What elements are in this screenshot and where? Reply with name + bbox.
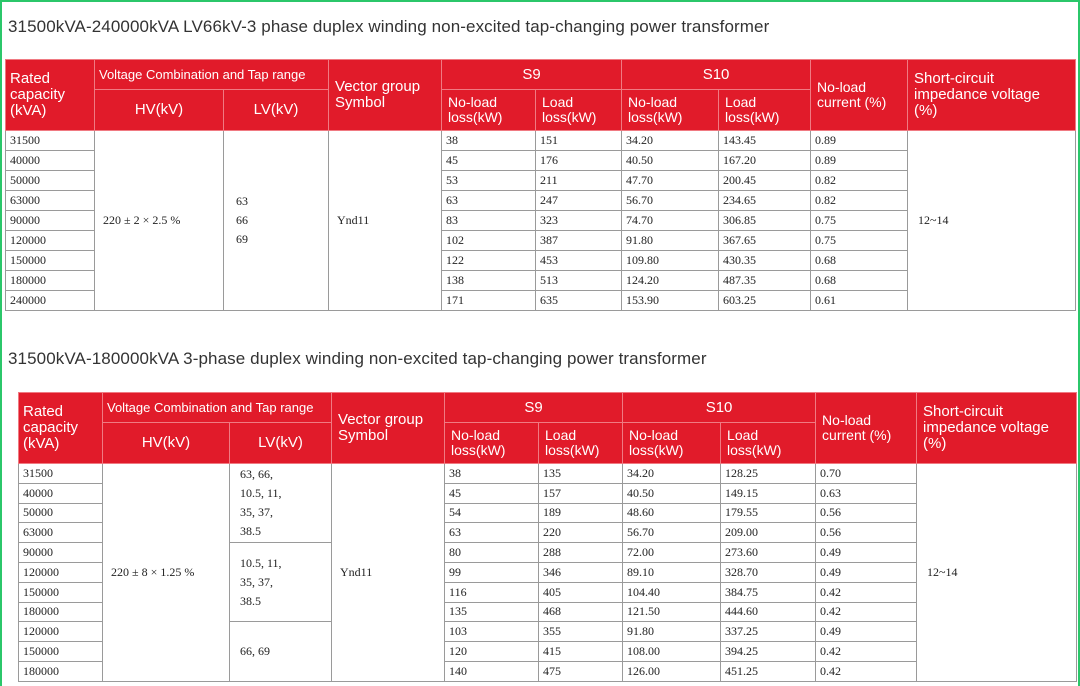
s9-no-load-cell: 45 [445,483,539,503]
s9-no-load-cell: 116 [445,582,539,602]
s9-load-cell: 475 [539,661,623,681]
s10-no-load-cell: 153.90 [622,291,719,311]
header-rated-capacity: Rated capacity (kVA) [6,60,95,131]
s9-load-cell: 151 [536,131,622,151]
table-row [19,464,1077,484]
header-s9-load-loss: Load loss(kW) [539,423,623,464]
s9-load-cell: 513 [536,271,622,291]
s10-load-cell: 209.00 [721,523,816,543]
current-cell: 0.68 [811,251,908,271]
current-cell: 0.89 [811,131,908,151]
s10-no-load-cell: 121.50 [623,602,721,622]
header-no-load-current: No-load current (%) [811,60,908,131]
header-hv: HV(kV) [103,423,230,464]
s9-load-cell: 211 [536,171,622,191]
s10-load-cell: 451.25 [721,661,816,681]
capacity-cell: 120000 [19,622,103,642]
current-cell: 0.56 [816,503,917,523]
s9-load-cell: 247 [536,191,622,211]
current-cell: 0.42 [816,661,917,681]
capacity-cell: 63000 [6,191,95,211]
table-row [6,131,1076,151]
header-s9: S9 [445,393,623,423]
header-s10: S10 [623,393,816,423]
s9-load-cell: 635 [536,291,622,311]
impedance-cell: 12~14 [917,464,1077,682]
s9-load-cell: 176 [536,151,622,171]
capacity-cell: 120000 [19,562,103,582]
capacity-cell: 40000 [6,151,95,171]
capacity-cell: 240000 [6,291,95,311]
current-cell: 0.89 [811,151,908,171]
header-s9: S9 [442,60,622,90]
s9-no-load-cell: 122 [442,251,536,271]
s9-load-cell: 355 [539,622,623,642]
s10-no-load-cell: 108.00 [623,642,721,662]
s9-no-load-cell: 63 [445,523,539,543]
s10-load-cell: 200.45 [719,171,811,191]
s10-load-cell: 306.85 [719,211,811,231]
s10-no-load-cell: 40.50 [623,483,721,503]
s9-load-cell: 453 [536,251,622,271]
header-vector-group: Vector group Symbol [332,393,445,464]
s10-load-cell: 603.25 [719,291,811,311]
s9-load-cell: 415 [539,642,623,662]
s10-no-load-cell: 91.80 [622,231,719,251]
capacity-cell: 180000 [19,602,103,622]
capacity-cell: 50000 [19,503,103,523]
s9-load-cell: 323 [536,211,622,231]
s10-no-load-cell: 89.10 [623,562,721,582]
s9-load-cell: 135 [539,464,623,484]
s9-no-load-cell: 171 [442,291,536,311]
s10-load-cell: 143.45 [719,131,811,151]
current-cell: 0.42 [816,642,917,662]
header-s10-load-loss: Load loss(kW) [719,90,811,131]
s9-load-cell: 220 [539,523,623,543]
s9-no-load-cell: 135 [445,602,539,622]
vector-group-cell: Ynd11 [329,131,442,311]
s10-no-load-cell: 47.70 [622,171,719,191]
capacity-cell: 120000 [6,231,95,251]
capacity-cell: 31500 [6,131,95,151]
table1 [5,59,1076,311]
header-hv: HV(kV) [95,90,224,131]
current-cell: 0.61 [811,291,908,311]
capacity-cell: 150000 [6,251,95,271]
s10-load-cell: 384.75 [721,582,816,602]
lv-cell-group2: 10.5, 11, 35, 37, 38.5 [230,543,332,622]
hv-cell: 220 ± 2 × 2.5 % [95,131,224,311]
header-vector-group: Vector group Symbol [329,60,442,131]
header-voltage-combination: Voltage Combination and Tap range [103,393,332,423]
capacity-cell: 31500 [19,464,103,484]
lv-cell: 63 66 69 [224,131,329,311]
s10-no-load-cell: 126.00 [623,661,721,681]
current-cell: 0.49 [816,543,917,563]
capacity-cell: 150000 [19,582,103,602]
s9-load-cell: 157 [539,483,623,503]
s9-no-load-cell: 38 [442,131,536,151]
header-no-load-current: No-load current (%) [816,393,917,464]
s9-no-load-cell: 120 [445,642,539,662]
table2-title: 31500kVA-180000kVA 3-phase duplex winding non-excited tap-changing power transformer [8,349,707,368]
capacity-cell: 180000 [6,271,95,291]
header-s10-no-load-loss: No-load loss(kW) [623,423,721,464]
current-cell: 0.42 [816,602,917,622]
s10-load-cell: 444.60 [721,602,816,622]
s9-load-cell: 387 [536,231,622,251]
s10-load-cell: 328.70 [721,562,816,582]
s9-no-load-cell: 45 [442,151,536,171]
header-lv: LV(kV) [230,423,332,464]
s10-no-load-cell: 40.50 [622,151,719,171]
vector-group-cell: Ynd11 [332,464,445,682]
s9-no-load-cell: 138 [442,271,536,291]
s9-load-cell: 346 [539,562,623,582]
capacity-cell: 180000 [19,661,103,681]
capacity-cell: 90000 [19,543,103,563]
s10-no-load-cell: 124.20 [622,271,719,291]
s10-load-cell: 167.20 [719,151,811,171]
header-rated-capacity: Rated capacity (kVA) [19,393,103,464]
s9-no-load-cell: 83 [442,211,536,231]
s9-no-load-cell: 103 [445,622,539,642]
impedance-cell: 12~14 [908,131,1076,311]
s10-no-load-cell: 91.80 [623,622,721,642]
s10-load-cell: 430.35 [719,251,811,271]
s9-no-load-cell: 102 [442,231,536,251]
capacity-cell: 90000 [6,211,95,231]
current-cell: 0.63 [816,483,917,503]
s10-load-cell: 394.25 [721,642,816,662]
header-lv: LV(kV) [224,90,329,131]
s10-no-load-cell: 104.40 [623,582,721,602]
current-cell: 0.70 [816,464,917,484]
header-s9-no-load-loss: No-load loss(kW) [445,423,539,464]
capacity-cell: 50000 [6,171,95,191]
s10-no-load-cell: 56.70 [623,523,721,543]
current-cell: 0.82 [811,191,908,211]
s9-no-load-cell: 54 [445,503,539,523]
s9-load-cell: 189 [539,503,623,523]
s10-load-cell: 234.65 [719,191,811,211]
s10-no-load-cell: 34.20 [623,464,721,484]
current-cell: 0.49 [816,562,917,582]
s10-load-cell: 337.25 [721,622,816,642]
s10-no-load-cell: 56.70 [622,191,719,211]
s9-load-cell: 468 [539,602,623,622]
s9-load-cell: 405 [539,582,623,602]
capacity-cell: 63000 [19,523,103,543]
current-cell: 0.68 [811,271,908,291]
s9-no-load-cell: 80 [445,543,539,563]
header-s9-load-loss: Load loss(kW) [536,90,622,131]
s10-no-load-cell: 72.00 [623,543,721,563]
header-s10-load-loss: Load loss(kW) [721,423,816,464]
table2 [18,392,1077,682]
header-s10: S10 [622,60,811,90]
capacity-cell: 40000 [19,483,103,503]
capacity-cell: 150000 [19,642,103,662]
header-voltage-combination: Voltage Combination and Tap range [95,60,329,90]
current-cell: 0.42 [816,582,917,602]
header-short-circuit: Short-circuit impedance voltage (%) [917,393,1077,464]
s10-no-load-cell: 48.60 [623,503,721,523]
current-cell: 0.75 [811,211,908,231]
s9-no-load-cell: 140 [445,661,539,681]
lv-cell-group1: 63, 66, 10.5, 11, 35, 37, 38.5 [230,464,332,543]
s9-load-cell: 288 [539,543,623,563]
header-s10-no-load-loss: No-load loss(kW) [622,90,719,131]
s10-load-cell: 273.60 [721,543,816,563]
header-short-circuit: Short-circuit impedance voltage (%) [908,60,1076,131]
s10-no-load-cell: 74.70 [622,211,719,231]
s10-load-cell: 487.35 [719,271,811,291]
table1-title: 31500kVA-240000kVA LV66kV-3 phase duplex winding non-excited tap-changing power transformer [8,17,770,36]
s10-no-load-cell: 34.20 [622,131,719,151]
s10-load-cell: 179.55 [721,503,816,523]
header-s9-no-load-loss: No-load loss(kW) [442,90,536,131]
current-cell: 0.82 [811,171,908,191]
lv-cell-group3: 66, 69 [230,622,332,681]
s9-no-load-cell: 53 [442,171,536,191]
s10-load-cell: 149.15 [721,483,816,503]
s10-no-load-cell: 109.80 [622,251,719,271]
s9-no-load-cell: 99 [445,562,539,582]
s9-no-load-cell: 38 [445,464,539,484]
current-cell: 0.56 [816,523,917,543]
hv-cell: 220 ± 8 × 1.25 % [103,464,230,682]
s9-no-load-cell: 63 [442,191,536,211]
s10-load-cell: 128.25 [721,464,816,484]
current-cell: 0.75 [811,231,908,251]
s10-load-cell: 367.65 [719,231,811,251]
current-cell: 0.49 [816,622,917,642]
